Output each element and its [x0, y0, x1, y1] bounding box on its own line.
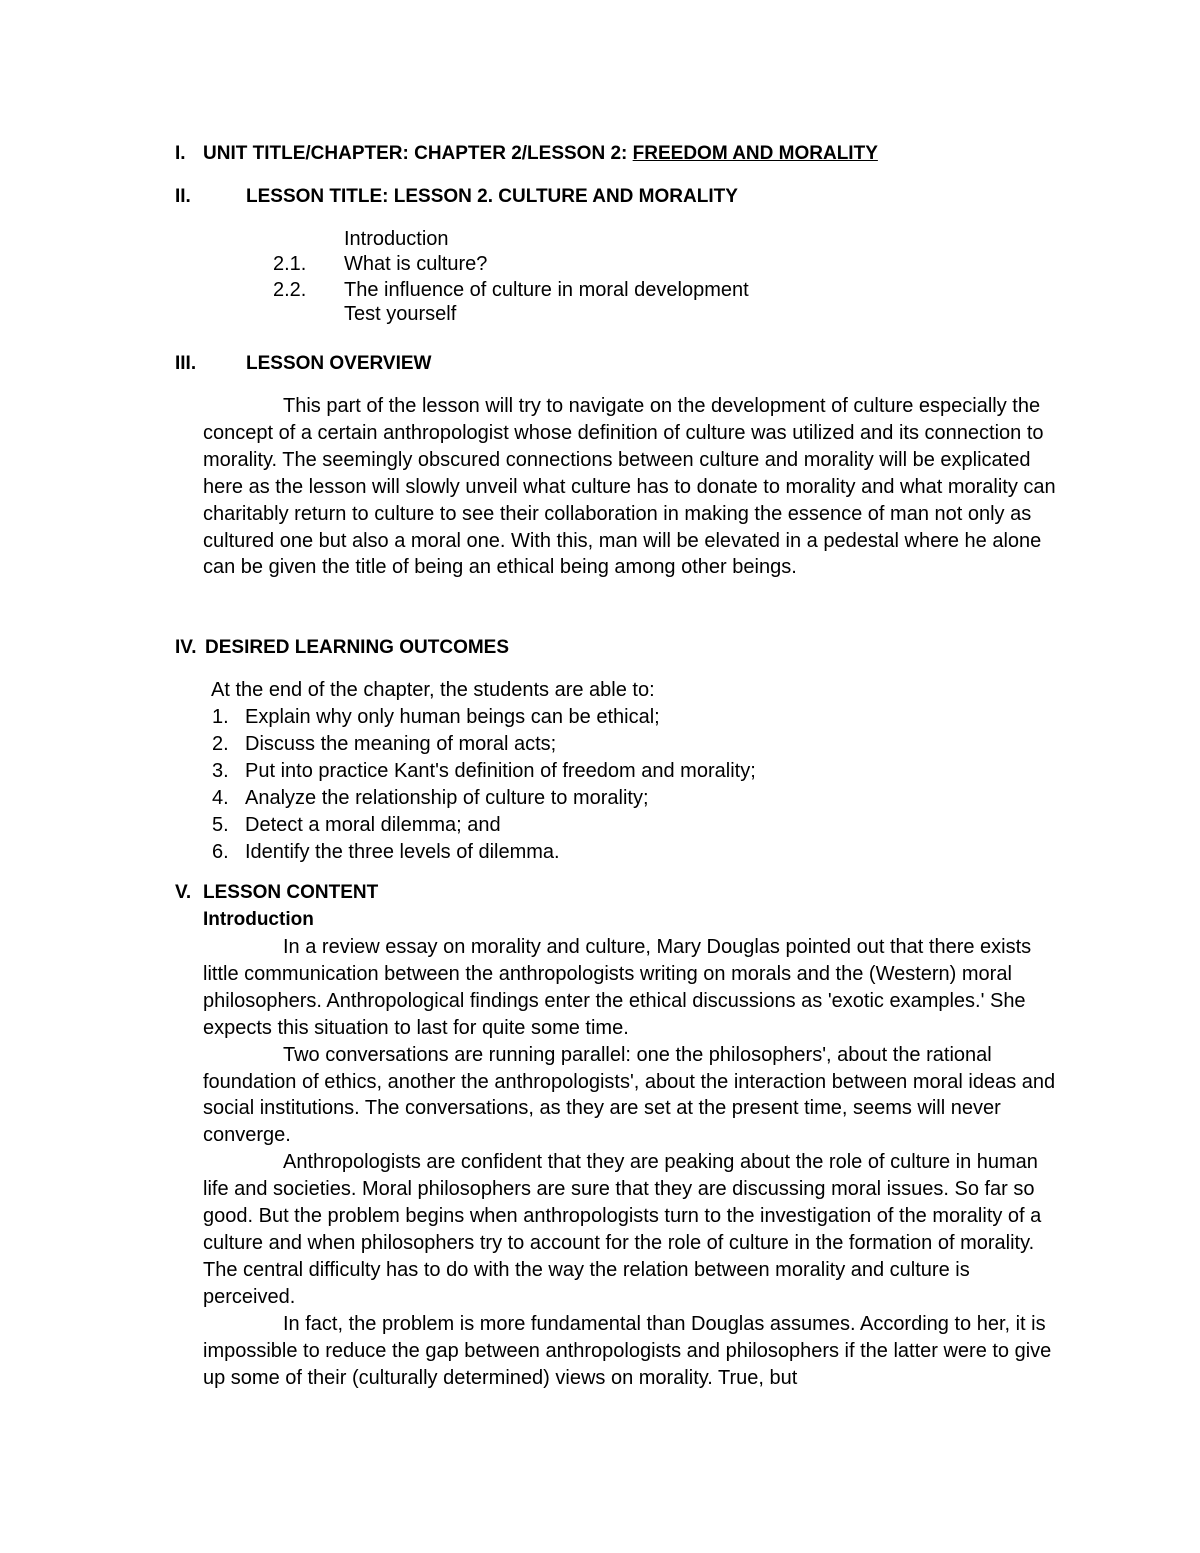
outcome-text: Discuss the meaning of moral acts;	[245, 733, 557, 755]
section-2-number: II.	[175, 186, 191, 207]
content-paragraph: Two conversations are running parallel: one the philosophers', about the rational foundation of ethics, another the anthropologists', about the interaction between moral ideas and social institutions. The conversations, as they are set at the present time, seems will never converge.	[203, 1043, 1056, 1147]
outcome-number: 1.	[212, 706, 229, 728]
content-paragraph: In a review essay on morality and culture, Mary Douglas pointed out that there exists little communication between the anthropologists writing on morals and the (Western) moral philosophers. Anthropological findings enter the ethical discussions as 'exotic examples.' She expects this situation to last for quite some time.	[203, 936, 1032, 1039]
section-1-number: I.	[175, 143, 186, 164]
section-1-heading	[203, 143, 878, 165]
outcome-number: 2.	[212, 733, 229, 755]
outcome-text: Analyze the relationship of culture to morality;	[245, 787, 649, 809]
outcome-item	[212, 760, 756, 783]
lesson-content-subheading: Introduction	[203, 909, 314, 930]
lesson-content-body	[203, 934, 1063, 1391]
toc-item-influence-of-culture: The influence of culture in moral development	[344, 279, 749, 301]
outcome-number: 3.	[212, 760, 229, 782]
outcome-text: Put into practice Kant's definition of freedom and morality;	[245, 760, 756, 782]
section-3-number: III.	[175, 353, 197, 374]
section-2-heading: LESSON TITLE: LESSON 2. CULTURE AND MORALITY	[246, 186, 738, 207]
overview-text: This part of the lesson will try to navigate on the development of culture especially the concept of a certain anthropologist whose definition of culture was utilized and its connection to morality. The seemingly obscured connections between culture and morality will be explicated here as the lesson will slowly unveil what culture has to donate to morality and what morality can charitably return to culture to see their collaboration in making the essence of man not only as cultured one but also a moral one. With this, man will be elevated in a pedestal where he alone can be given the title of being an ethical being among other beings.	[203, 395, 1056, 579]
lesson-overview-paragraph	[203, 393, 1063, 581]
toc-item-test-yourself: Test yourself	[344, 303, 457, 325]
section-5-heading: LESSON CONTENT	[203, 882, 379, 903]
content-paragraph: In fact, the problem is more fundamental than Douglas assumes. According to her, it is impossible to reduce the gap between anthropologists and philosophers if the latter were to give up some of their (culturally determined) views on morality. True, but	[203, 1312, 1052, 1389]
section-1-underlined-title: FREEDOM AND MORALITY	[632, 143, 878, 164]
content-paragraph: Anthropologists are confident that they are peaking about the role of culture in human life and societies. Moral philosophers are sure that they are discussing moral issues. So far so good. But the problem begins when anthropologists turn to the investigation of the morality of a culture and when philosophers try to account for the role of culture in the formation of morality. The central difficulty has to do with the way the relation between morality and culture is perceived.	[203, 1151, 1042, 1308]
outcome-number: 5.	[212, 814, 229, 836]
outcome-text: Identify the three levels of dilemma.	[245, 841, 560, 863]
outcome-text: Detect a moral dilemma; and	[245, 814, 501, 836]
outcome-item	[212, 733, 556, 756]
outcomes-intro: At the end of the chapter, the students are able to:	[211, 679, 655, 701]
outcome-number: 6.	[212, 841, 229, 863]
outcome-text: Explain why only human beings can be ethical;	[245, 706, 660, 728]
section-4-heading: DESIRED LEARNING OUTCOMES	[205, 637, 510, 658]
outcome-number: 4.	[212, 787, 229, 809]
toc-item-what-is-culture: What is culture?	[344, 253, 488, 275]
section-3-heading: LESSON OVERVIEW	[246, 353, 432, 374]
outcome-item	[212, 706, 660, 729]
toc-item-number: 2.1.	[273, 253, 307, 275]
section-1-label: UNIT TITLE/CHAPTER: CHAPTER 2/LESSON 2:	[203, 143, 633, 164]
toc-item-number: 2.2.	[273, 279, 307, 301]
outcome-item	[212, 814, 501, 837]
section-5-number: V.	[175, 882, 192, 903]
toc-item-introduction: Introduction	[344, 228, 449, 250]
section-4-number: IV.	[175, 637, 197, 658]
outcome-item	[212, 841, 560, 864]
outcome-item	[212, 787, 649, 810]
